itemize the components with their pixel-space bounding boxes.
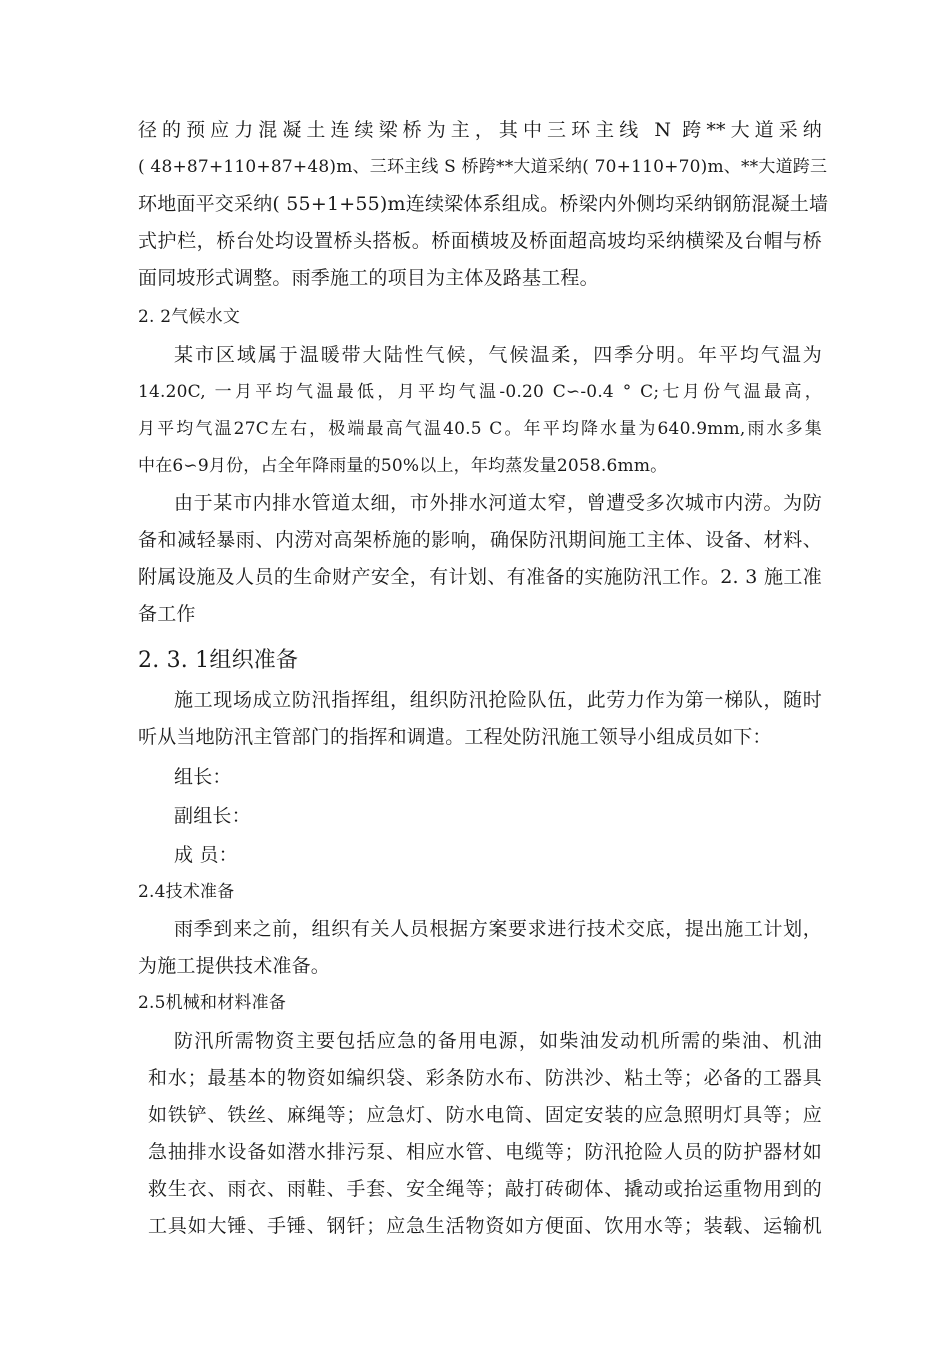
- body-text-line: 由于某市内排水管道太细，市外排水河道太窄，曾遭受多次城市内涝。为防: [174, 492, 822, 514]
- body-text-line: 和水；最基本的物资如编织袋、彩条防水布、防洪沙、粘土等；必备的工器具: [148, 1067, 822, 1089]
- body-text-line: 如铁铲、铁丝、麻绳等；应急灯、防水电筒、固定安装的应急照明灯具等；应: [148, 1104, 822, 1126]
- body-text-line: 某市区域属于温暖带大陆性气候，气候温柔，四季分明。年平均气温为: [174, 344, 822, 366]
- body-text-line: 施工现场成立防汛指挥组，组织防汛抢险队伍，此劳力作为第一梯队，随时: [174, 689, 822, 711]
- body-text-line: 14.20C, 一月平均气温最低，月平均气温-0.20 C∽-0.4 ° C;七月份气温最高，: [138, 382, 822, 402]
- body-text-line: 为施工提供技术准备。: [138, 955, 331, 977]
- body-text-line: 径的预应力混凝土连续梁桥为主，其中三环主线 N 跨**大道采纳: [138, 119, 822, 141]
- body-text-line: 听从当地防汛主管部门的指挥和调遣。工程处防汛施工领导小组成员如下：: [138, 726, 772, 748]
- body-text-line: 急抽排水设备如潜水排污泵、相应水管、电缆等；防汛抢险人员的防护器材如: [148, 1141, 822, 1163]
- body-text-line: 附属设施及人员的生命财产安全，有计划、有准备的实施防汛工作。2. 3 施工准: [138, 566, 822, 588]
- member-label-members: 成 员：: [174, 844, 238, 866]
- section-heading-2-5: 2.5机械和材料准备: [138, 993, 287, 1013]
- body-text-line: 月平均气温27C左右，极端最高气温40.5 C。年平均降水量为640.9mm,雨水多集: [138, 419, 822, 439]
- body-text-line: 式护栏，桥台处均设置桥头搭板。桥面横坡及桥面超高坡均采纳横梁及台帽与桥: [138, 230, 822, 252]
- section-heading-2-2: 2. 2气候水文: [138, 307, 241, 327]
- body-text-line: 环地面平交采纳( 55+1+55)m连续梁体系组成。桥梁内外侧均采纳钢筋混凝土墙: [138, 193, 829, 215]
- body-text-line: 工具如大锤、手锤、钢钎；应急生活物资如方便面、饮用水等；装载、运输机: [148, 1215, 822, 1237]
- body-text-line: 备工作: [138, 603, 196, 625]
- body-text-line: 救生衣、雨衣、雨鞋、手套、安全绳等；敲打砖砌体、撬动或抬运重物用到的: [148, 1178, 822, 1200]
- body-text-line: 防汛所需物资主要包括应急的备用电源，如柴油发动机所需的柴油、机油: [174, 1030, 822, 1052]
- member-label-deputy: 副组长：: [174, 805, 251, 827]
- section-heading-2-3-1: 2. 3. 1组织准备: [138, 648, 299, 673]
- section-heading-2-4: 2.4技术准备: [138, 882, 235, 902]
- body-text-line: ( 48+87+110+87+48)m、三环主线 S 桥跨**大道采纳( 70+110+70)m、**大道跨三: [138, 157, 828, 177]
- body-text-line: 中在6∽9月份，占全年降雨量的50%以上，年均蒸发量2058.6mm。: [138, 456, 668, 476]
- body-text-line: 备和减轻暴雨、内涝对高架桥施的影响，确保防汛期间施工主体、设备、材料、: [138, 529, 822, 551]
- body-text-line: 雨季到来之前，组织有关人员根据方案要求进行技术交底，提出施工计划，: [174, 918, 822, 940]
- body-text-line: 面同坡形式调整。雨季施工的项目为主体及路基工程。: [138, 267, 599, 289]
- member-label-leader: 组长：: [174, 766, 232, 788]
